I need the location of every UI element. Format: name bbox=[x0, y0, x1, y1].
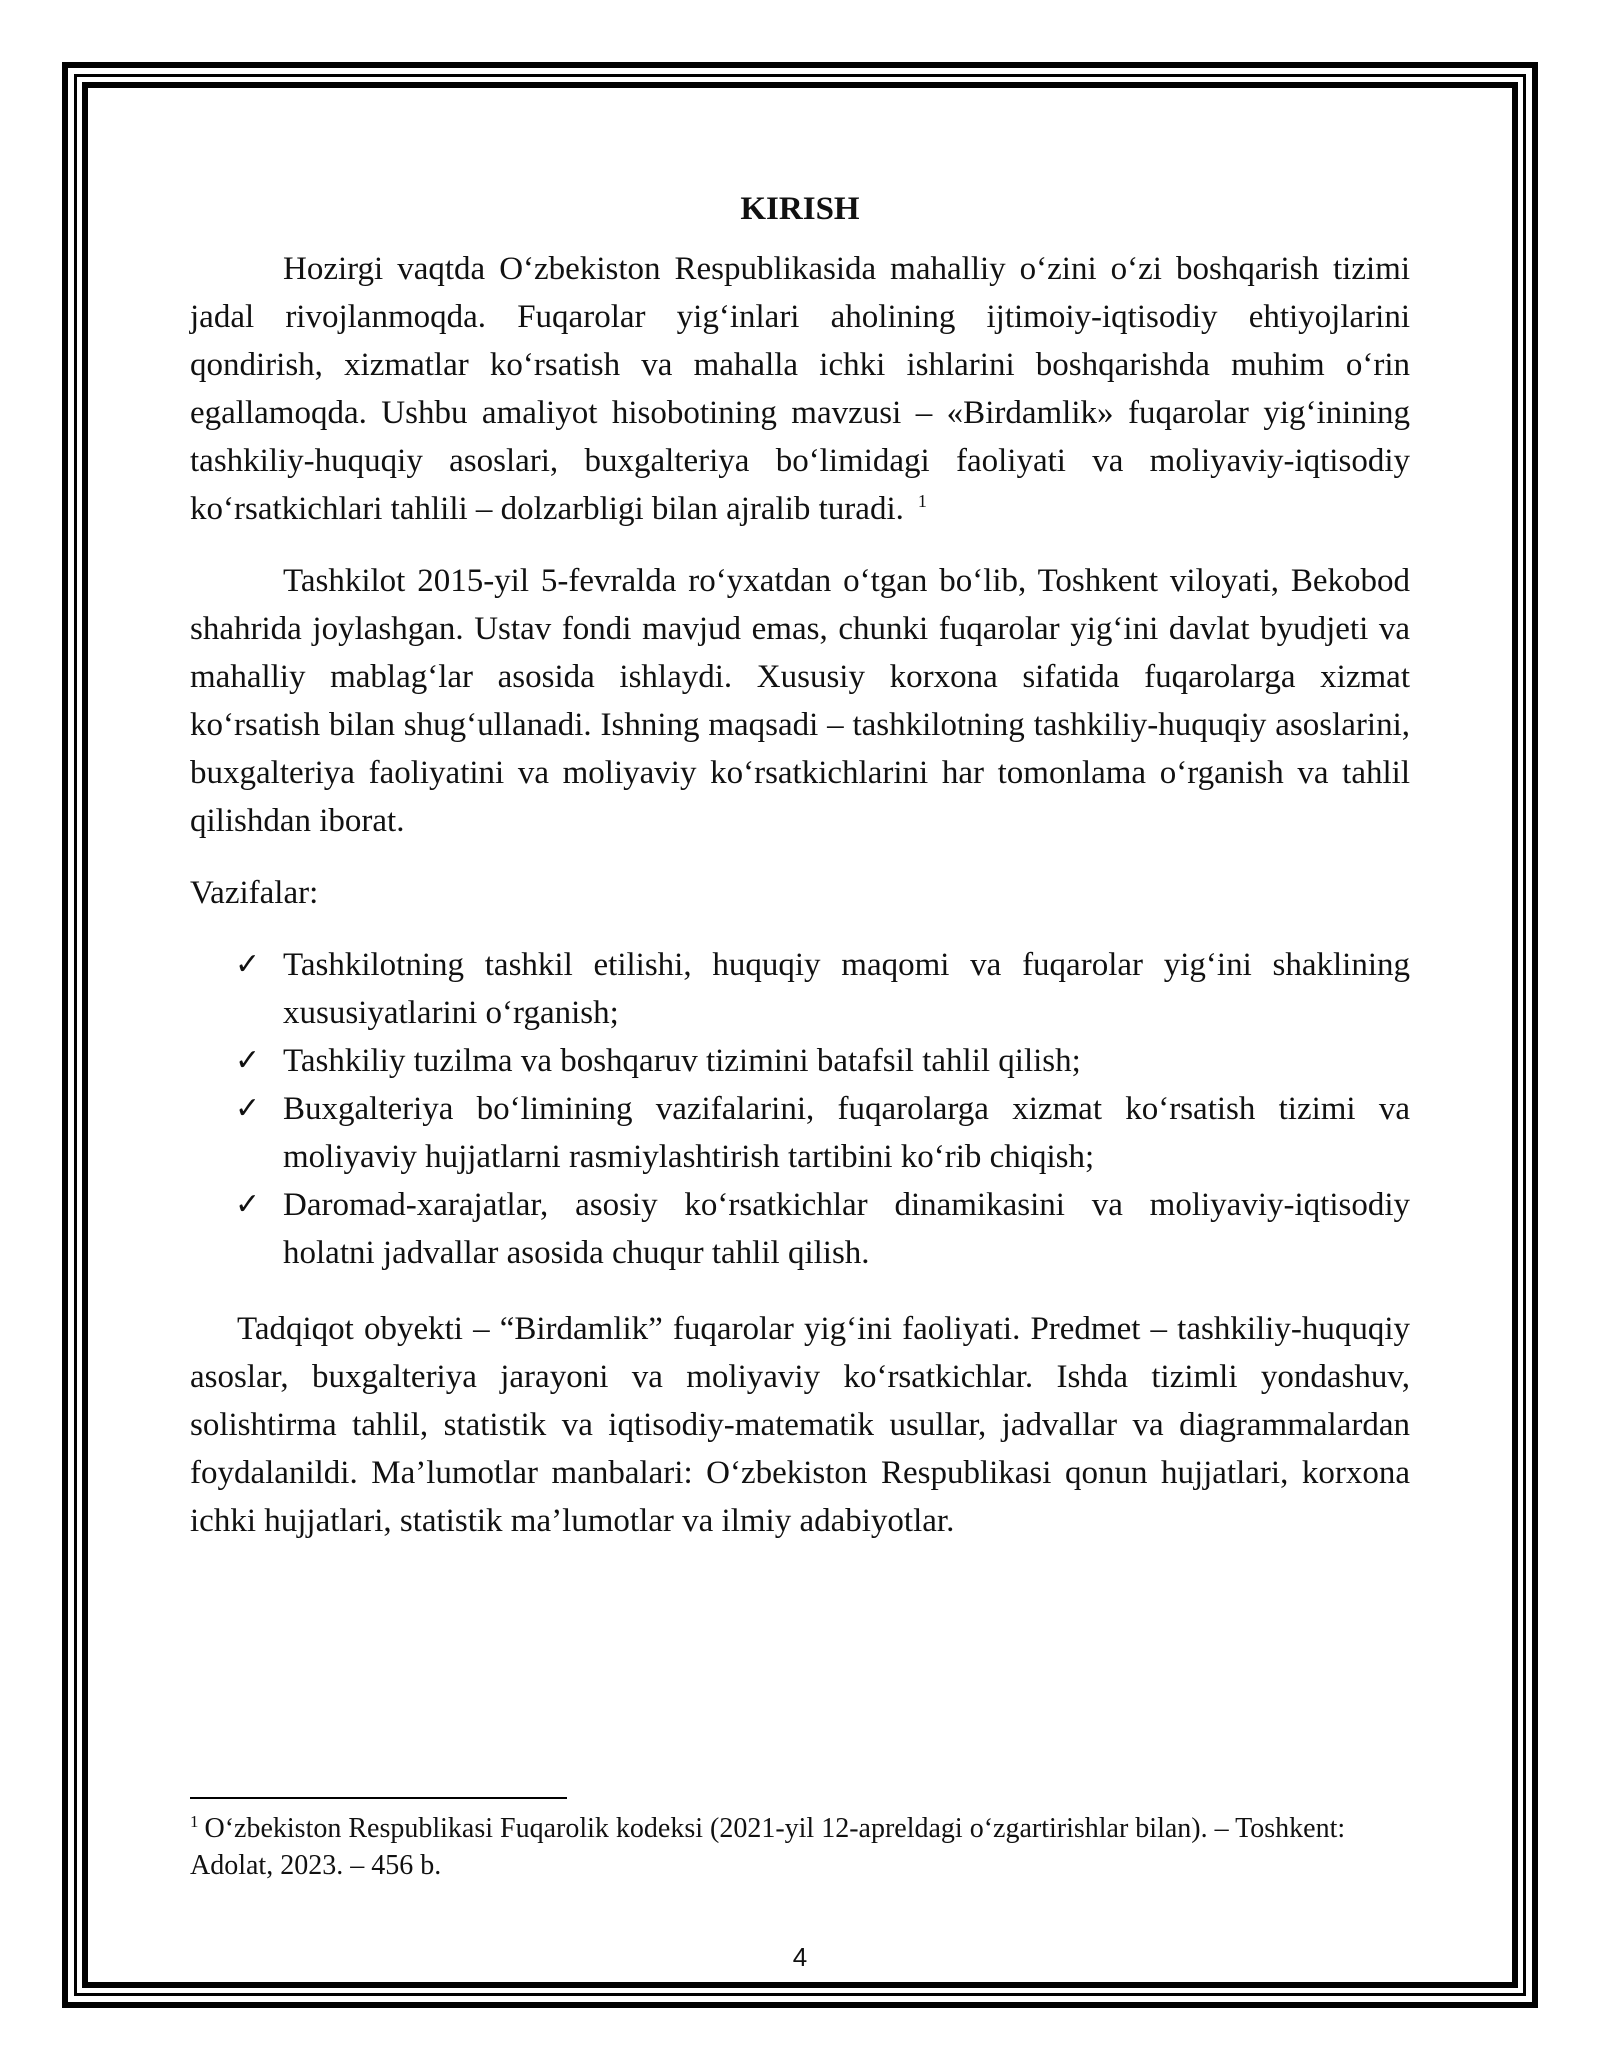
intro-paragraph-text: Hozirgi vaqtda O‘zbekiston Respublikasida mahalliy o‘zini o‘zi boshqarish tizimi jadal rivojlanmoqda. Fuqarolar yig‘inlari aholining ijtimoiy-iqtisodiy ehtiyojlarini qondirish, xizmatlar ko‘rsatish va mahalla ichki ishlarini boshqarishda muhim o‘rin egallamoqda. Ushbu amaliyot hisobotining mavzusi – «Birdamlik» fuqarolar yig‘inining tashkiliy-huquqiy asoslari, buxgalteriya bo‘limidagi faoliyati va moliyaviy-iqtisodiy ko‘rsatkichlari tahlili – dolzarbligi bilan ajralib turadi. bbox=[190, 251, 1410, 527]
tasks-list bbox=[190, 941, 1410, 1277]
footnote-separator bbox=[190, 1797, 567, 1799]
task-text: Buxgalteriya bo‘limining vazifalarini, fuqarolarga xizmat ko‘rsatish tizimi va moliyaviy hujjatlarni rasmiylashtirish tartibini ko‘rib chiqish; bbox=[283, 1091, 1410, 1175]
page-number: 4 bbox=[792, 1942, 808, 1972]
checkmark-icon: ✓ bbox=[235, 947, 261, 982]
organization-paragraph: Tashkilot 2015-yil 5-fevralda ro‘yxatdan o‘tgan bo‘lib, Toshkent viloyati, Bekobod shahrida joylashgan. Ustav fondi mavjud emas, chunki fuqarolar yig‘ini davlat byudjeti va mahalliy mablag‘lar asosida ishlaydi. Xususiy korxona sifatida fuqarolarga xizmat ko‘rsatish bilan shug‘ullanadi. Ishning maqsadi – tashkilotning tashkiliy-huquqiy asoslarini, buxgalteriya faoliyatini va moliyaviy ko‘rsatkichlarini har tomonlama o‘rganish va tahlil qilishdan iborat. bbox=[190, 563, 1410, 839]
footnote bbox=[190, 1810, 1410, 1884]
list-item bbox=[190, 941, 1410, 1037]
checkmark-icon: ✓ bbox=[235, 1091, 261, 1126]
page-content bbox=[190, 185, 1410, 1569]
page-title: KIRISH bbox=[740, 191, 860, 227]
intro-paragraph bbox=[190, 245, 1410, 533]
checkmark-icon: ✓ bbox=[235, 1043, 261, 1078]
task-text: Tashkilotning tashkil etilishi, huquqiy maqomi va fuqarolar yig‘ini shaklining xususiyatlarini o‘rganish; bbox=[283, 947, 1410, 1031]
task-text: Daromad-xarajatlar, asosiy ko‘rsatkichlar dinamikasini va moliyaviy-iqtisodiy holatni jadvallar asosida chuqur tahlil qilish. bbox=[283, 1187, 1410, 1271]
list-item bbox=[190, 1037, 1410, 1085]
checkmark-icon: ✓ bbox=[235, 1187, 261, 1222]
list-item bbox=[190, 1181, 1410, 1277]
tasks-heading: Vazifalar: bbox=[190, 875, 319, 911]
task-text: Tashkiliy tuzilma va boshqaruv tizimini batafsil tahlil qilish; bbox=[283, 1043, 1081, 1079]
footnote-mark: 1 bbox=[190, 1811, 199, 1831]
list-item bbox=[190, 1085, 1410, 1181]
research-object-paragraph: Tadqiqot obyekti – “Birdamlik” fuqarolar yig‘ini faoliyati. Predmet – tashkiliy-huquqiy asoslar, buxgalteriya jarayoni va moliyaviy ko‘rsatkichlar. Ishda tizimli yondashuv, solishtirma tahlil, statistik va iqtisodiy-matematik usullar, jadvallar va diagrammalardan foydalanildi. Ma’lumotlar manbalari: O‘zbekiston Respublikasi qonun hujjatlari, korxona ichki hujjatlari, statistik ma’lumotlar va ilmiy adabiyotlar. bbox=[190, 1311, 1410, 1539]
footnote-text: O‘zbekiston Respublikasi Fuqarolik kodeksi (2021-yil 12-apreldagi o‘zgartirishlar bilan). – Toshkent: Adolat, 2023. – 456 b. bbox=[190, 1813, 1346, 1881]
footnote-reference: 1 bbox=[917, 491, 927, 511]
